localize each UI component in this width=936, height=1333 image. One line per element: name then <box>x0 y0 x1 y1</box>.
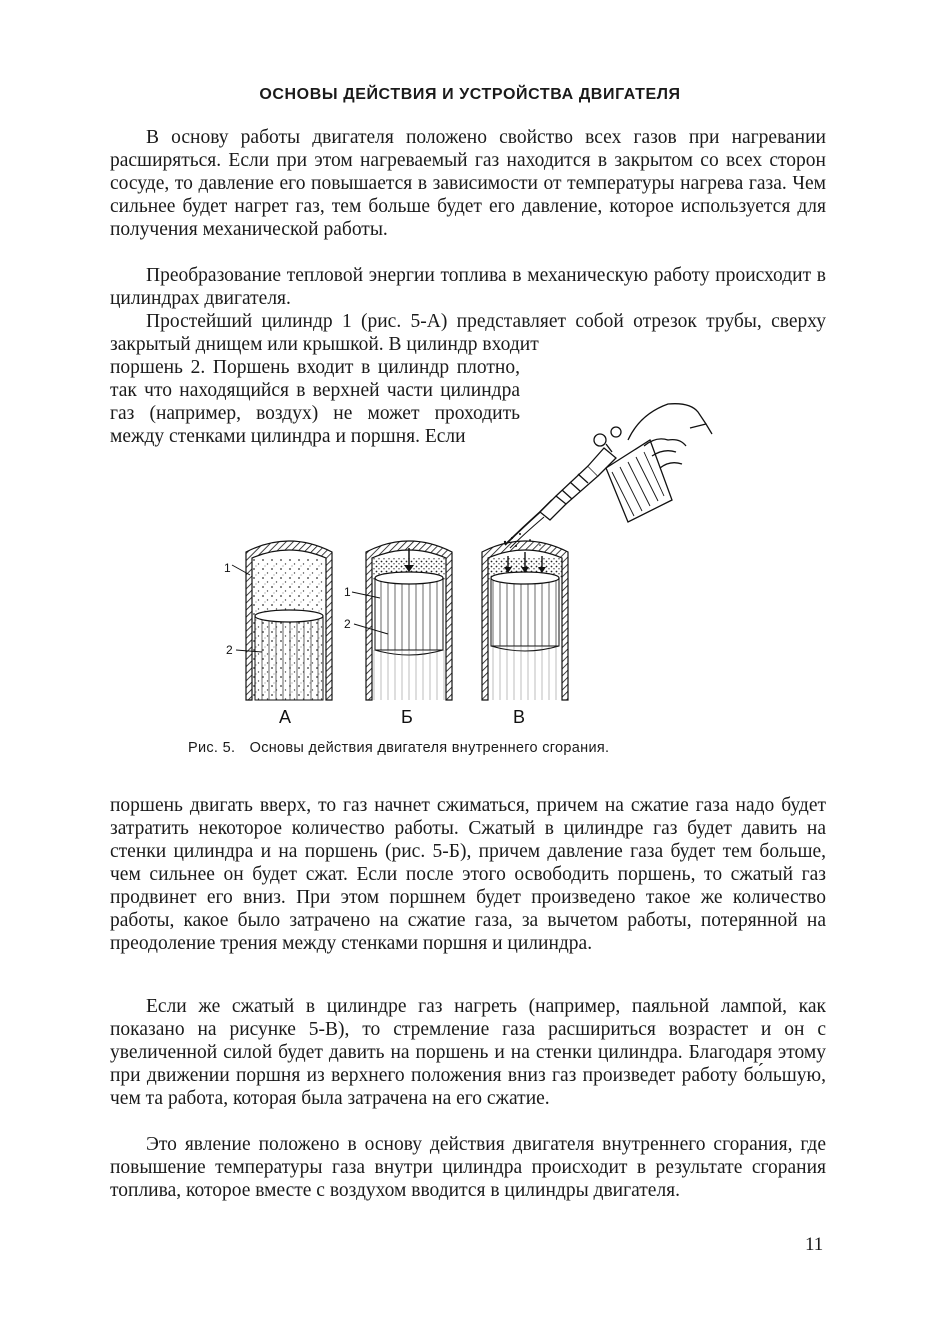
callout-a-1: 1 <box>224 561 231 575</box>
paragraph-simple-cylinder: Простейший цилиндр 1 (рис. 5-А) представляет собой отрезок трубы, сверху закрытый днищем или крышкой. В цилиндр входит <box>110 311 826 355</box>
section-heading: ОСНОВЫ ДЕЙСТВИЯ И УСТРОЙСТВА ДВИГАТЕЛЯ <box>259 86 681 103</box>
paragraph-energy-conversion: Преобразование тепловой энергии топлива в механическую работу происходит в цилиндрах двигателя. <box>110 265 826 309</box>
piston-a <box>255 610 323 700</box>
paragraph-heating: Если же сжатый в цилиндре газ нагреть (например, паяльной лампой, как показано на рисунке 5-В), то стремление газа расшириться возрастет и он с увеличенной силой будет давить на поршень и на стенки цилиндра. Благодаря этому при движении поршня из верхнего положения вниз газ произведет работу бо́льшую, чем та работа, которая была затрачена на его сжатие. <box>110 996 826 1109</box>
piston-c <box>491 572 559 651</box>
cylinder-c <box>482 541 568 700</box>
piston-b <box>375 572 443 655</box>
callout-a-2: 2 <box>226 643 233 657</box>
paragraph-gas-expansion: В основу работы двигателя положено свойство всех газов при нагревании расширяться. Если при этом нагреваемый газ находится в закрытом со всех сторон сосуде, то давление его повышается в зависимости от температуры нагрева газа. Чем сильнее будет нагрет газ, тем больше будет его давление, которое используется для получения механической работы. <box>110 127 826 240</box>
paragraph-piston-wrap: поршень 2. Поршень входит в цилиндр плотно, так что находящийся в верхней части цилиндра газ (например, воздух) не может проходить между стенками цилиндра и поршня. Если <box>110 357 520 447</box>
blowtorch-illustration <box>505 404 712 548</box>
panel-label-a: А <box>279 707 292 727</box>
callout-b-1: 1 <box>344 585 351 599</box>
figure-caption-text: Основы действия двигателя внутреннего сгорания. <box>249 740 610 756</box>
figure-caption-label: Рис. 5. <box>188 740 236 756</box>
panel-label-c: В <box>513 707 526 727</box>
cylinder-a <box>232 541 332 700</box>
callout-b-2: 2 <box>344 617 351 631</box>
panel-label-b: Б <box>401 707 413 727</box>
paragraph-combustion-engine: Это явление положено в основу действия двигателя внутреннего сгорания, где повышение температуры газа внутри цилиндра происходит в результате сгорания топлива, которое вместе с воздухом вводится в цилиндры двигателя. <box>110 1134 826 1201</box>
figure-caption <box>188 740 768 756</box>
paragraph-compression: поршень двигать вверх, то газ начнет сжиматься, причем на сжатие газа надо будет затратить некоторое количество работы. Сжатый в цилиндре газ будет давить на стенки цилиндра и на поршень (рис. 5-Б), причем давление газа будет тем больше, чем сильнее он будет сжат. Если после этого освободить поршень, то сжатый газ продвинет его вниз. При этом поршнем будет произведено такое же количество работы, какое было затрачено на сжатие газа, за вычетом работы, потерянной на преодоление трения между стенками поршня и цилиндра. <box>110 795 826 954</box>
page-number: 11 <box>805 1234 824 1255</box>
cylinder-b <box>352 541 452 700</box>
